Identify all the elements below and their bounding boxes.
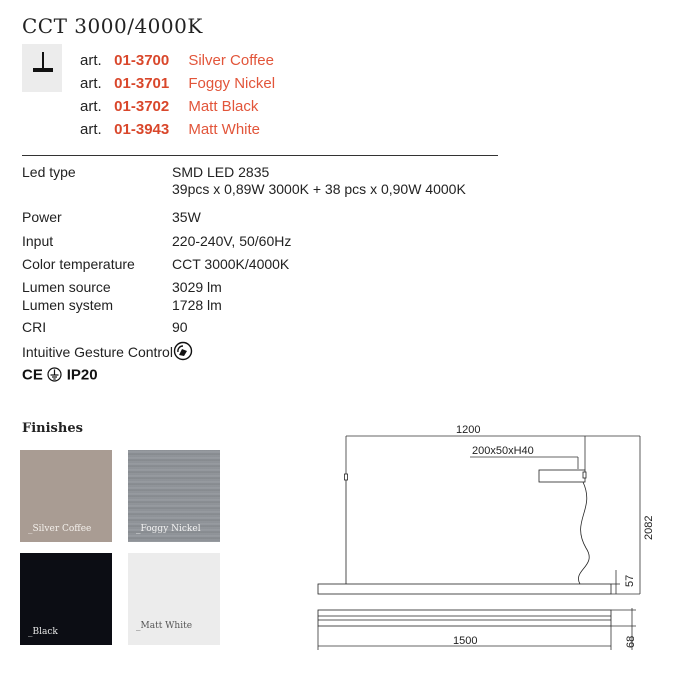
lamp-body-bottom (318, 610, 611, 626)
article-label: art. (80, 75, 102, 92)
article-finish: Silver Coffee (188, 52, 274, 69)
spec-label-power: Power (22, 209, 62, 225)
dimension-label-width: 1200 (456, 424, 481, 436)
ip-rating: IP20 (66, 366, 98, 384)
spec-value-color-temperature: CCT 3000K/4000K (172, 256, 290, 272)
article-label: art. (80, 52, 102, 69)
lamp-body-side (318, 584, 611, 594)
spec-value-lumen-system: 1728 lm (172, 297, 222, 313)
spec-value-lumen-source: 3029 lm (172, 279, 222, 295)
article-code: 01-3943 (114, 121, 170, 138)
finish-caption: _Matt White (136, 621, 193, 631)
spec-label-led-type: Led type (22, 164, 76, 180)
ce-mark: CE (22, 366, 43, 384)
finish-caption: _Foggy Nickel (136, 524, 201, 534)
article-label: art. (80, 121, 102, 138)
article-finish: Foggy Nickel (188, 75, 276, 92)
spec-value-led-type-line1: SMD LED 2835 (172, 164, 270, 180)
article-finish: Matt White (188, 121, 261, 138)
product-title: CCT 3000/4000K (22, 14, 203, 38)
spec-label-color-temperature: Color temperature (22, 256, 135, 272)
spec-label-gesture-control: Intuitive Gesture Control (22, 344, 173, 360)
dimension-label-depth: 68 (625, 635, 637, 648)
dimension-label-body-height: 57 (624, 574, 636, 587)
finish-caption: _Black (28, 627, 58, 637)
spec-value-led-type-line2: 39pcs x 0,89W 3000K + 38 pcs x 0,90W 4000K (172, 181, 466, 197)
article-label: art. (80, 98, 102, 115)
spec-label-lumen-system: Lumen system (22, 297, 114, 313)
spec-label-input: Input (22, 233, 54, 249)
cable-clamp (345, 474, 348, 480)
spec-value-input: 220-240V, 50/60Hz (172, 233, 292, 249)
article-code: 01-3700 (114, 52, 170, 69)
canopy-box (539, 470, 585, 482)
spec-label-lumen-source: Lumen source (22, 279, 111, 295)
dimension-label-box: 200x50xH40 (472, 445, 534, 457)
spec-value-power: 35W (172, 209, 201, 225)
article-code: 01-3702 (114, 98, 170, 115)
finishes-heading: Finishes (22, 421, 83, 436)
dimension-label-length: 1500 (453, 635, 478, 647)
dimension-label-height: 2082 (643, 515, 655, 540)
cable-clamp (583, 472, 586, 478)
article-finish: Matt Black (188, 98, 259, 115)
spec-value-cri: 90 (172, 319, 188, 335)
finish-caption: _Silver Coffee (28, 524, 92, 534)
article-code: 01-3701 (114, 75, 170, 92)
power-cable (578, 482, 589, 584)
spec-label-cri: CRI (22, 319, 47, 335)
